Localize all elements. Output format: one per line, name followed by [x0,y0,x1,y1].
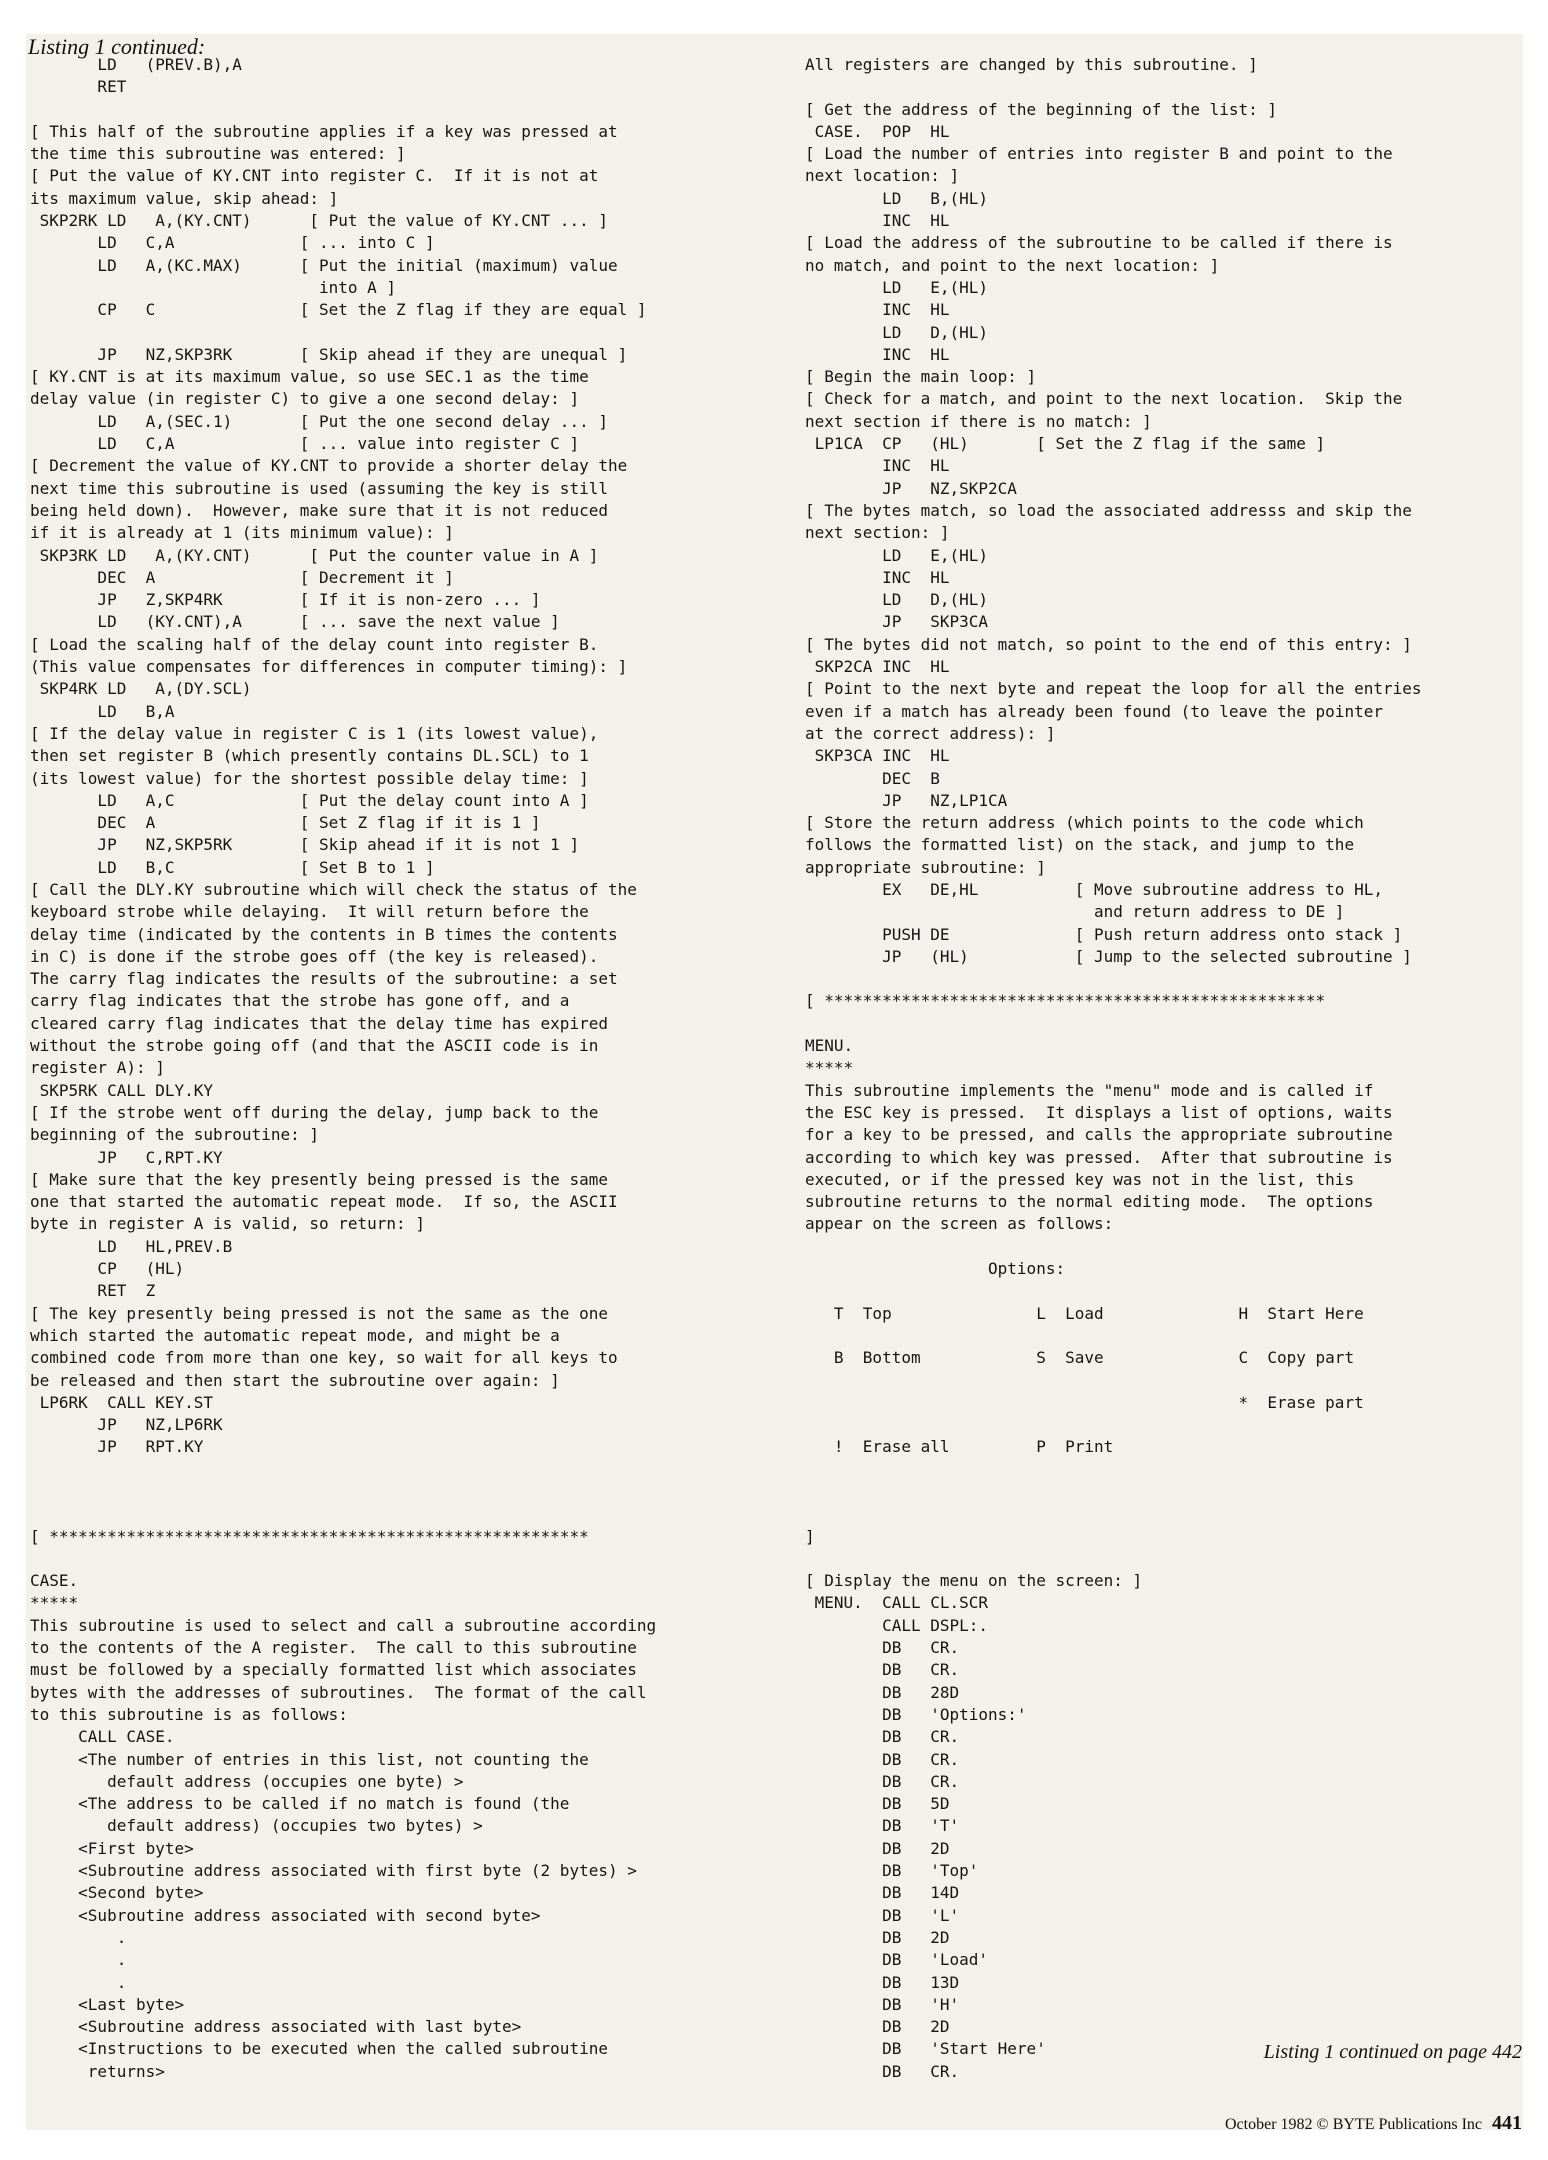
code-line: LP6RK CALL KEY.ST [30,1392,214,1412]
code-line: SKP3CA INC HL [805,746,950,766]
left-code-column [30,54,750,2083]
code-line: [ If the strobe went off during the delay, jump back to the [30,1102,599,1122]
code-line: next time this subroutine is used (assuming the key is still [30,478,608,498]
code-line: next section if there is no match: ] [805,411,1152,431]
code-line: DB 'Options:' [805,1704,1027,1724]
code-line [30,322,750,344]
code-line: CALL DSPL:. [805,1615,989,1635]
code-line: [ Make sure that the key presently being pressed is the same [30,1169,608,1189]
code-line: CASE. [30,1571,79,1591]
code-line [805,1503,1505,1525]
code-line: if it is already at 1 (its minimum value): ] [30,523,454,543]
code-line: RET [30,77,127,97]
code-line: be released and then start the subroutine over again: ] [30,1370,560,1390]
code-line: one that started the automatic repeat mode. If so, the ASCII [30,1192,618,1212]
code-line: at the correct address): ] [805,723,1056,743]
code-line: next location: ] [805,166,960,186]
code-line: <Subroutine address associated with first byte (2 bytes) > [30,1861,637,1881]
code-line [805,1414,1505,1436]
code-line: [ Load the number of entries into register B and point to the [805,144,1393,164]
code-line: <The address to be called if no match is found (the [30,1794,570,1814]
code-line: LD B,C [ Set B to 1 ] [30,857,435,877]
page-number: 441 [1492,2112,1522,2134]
code-line: [ If the delay value in register C is 1 (its lowest value), [30,723,599,743]
code-line: keyboard strobe while delaying. It will return before the [30,902,589,922]
code-line: DB 'Top' [805,1861,979,1881]
code-line: MENU. [805,1036,854,1056]
code-line: [ KY.CNT is at its maximum value, so use SEC.1 as the time [30,367,589,387]
code-line: [ Load the scaling half of the delay count into register B. [30,634,599,654]
code-line: DEC A [ Decrement it ] [30,567,454,587]
code-line: T Top L Load H Start Here [805,1303,1364,1323]
code-line [805,76,1505,98]
code-line: [ Put the value of KY.CNT into register C. If it is not at [30,166,599,186]
code-line: [ Point to the next byte and repeat the loop for all the entries [805,679,1422,699]
code-line: [ Display the menu on the screen: ] [805,1571,1143,1591]
code-line: INC HL [805,300,950,320]
code-line: . [30,1972,127,1992]
code-line: for a key to be pressed, and calls the appropriate subroutine [805,1125,1393,1145]
code-line: then set register B (which presently contains DL.SCL) to 1 [30,746,589,766]
code-line: appear on the screen as follows: [805,1214,1114,1234]
code-line: LD D,(HL) [805,590,989,610]
continued-note: Listing 1 continued on page 442 [1263,2041,1522,2063]
code-line: default address) (occupies two bytes) > [30,1816,483,1836]
code-line: DEC B [805,768,940,788]
code-line: executed, or if the pressed key was not in the list, this [805,1169,1355,1189]
code-line: LD A,(SEC.1) [ Put the one second delay ... ] [30,411,608,431]
code-line: * Erase part [805,1392,1364,1412]
code-line: LD E,(HL) [805,545,989,565]
code-line: into A ] [30,277,397,297]
code-line: Options: [805,1259,1066,1279]
code-line: subroutine returns to the normal editing mode. The options [805,1192,1374,1212]
listing-header: Listing 1 continued: [28,34,206,59]
code-line: JP SKP3CA [805,612,989,632]
code-line: INC HL [805,211,950,231]
code-line: The carry flag indicates the results of the subroutine: a set [30,969,618,989]
code-line: LD (KY.CNT),A [ ... save the next value ] [30,612,560,632]
code-line [805,1459,1505,1481]
code-line: to this subroutine is as follows: [30,1704,348,1724]
code-line: JP Z,SKP4RK [ If it is non-zero ... ] [30,590,541,610]
code-line: This subroutine implements the "menu" mode and is called if [805,1080,1374,1100]
code-line: ] [805,1526,815,1546]
code-line: must be followed by a specially formatted list which associates [30,1660,637,1680]
code-line: according to which key was pressed. After that subroutine is [805,1147,1393,1167]
code-line: DB 13D [805,1972,960,1992]
code-line: INC HL [805,567,950,587]
code-line: LD C,A [ ... value into register C ] [30,434,580,454]
code-line [30,1481,750,1503]
code-line [805,1481,1505,1503]
code-line: CP (HL) [30,1259,185,1279]
code-line: JP RPT.KY [30,1437,204,1457]
code-line: <First byte> [30,1838,194,1858]
code-line: [ This half of the subroutine applies if a key was pressed at [30,121,618,141]
code-line: [ Load the address of the subroutine to be called if there is [805,233,1393,253]
code-line: MENU. CALL CL.SCR [805,1593,989,1613]
code-line: SKP4RK LD A,(DY.SCL) [30,679,252,699]
code-line: ***** [805,1058,854,1078]
code-line: which started the automatic repeat mode, and might be a [30,1325,560,1345]
code-line: INC HL [805,344,950,364]
code-line: <Last byte> [30,1994,185,2014]
code-line: . [30,1927,127,1947]
code-line: the ESC key is pressed. It displays a list of options, waits [805,1102,1393,1122]
code-line: JP C,RPT.KY [30,1147,223,1167]
code-line: being held down). However, make sure that it is not reduced [30,500,608,520]
code-line: CP C [ Set the Z flag if they are equal ] [30,300,647,320]
code-line: even if a match has already been found (to leave the pointer [805,701,1383,721]
code-line: carry flag indicates that the strobe has gone off, and a [30,991,570,1011]
code-line: LD (PREV.B),A [30,55,242,74]
code-line: LD D,(HL) [805,322,989,342]
code-line: [ The bytes match, so load the associated addresss and skip the [805,500,1412,520]
code-line: DB 'Load' [805,1950,989,1970]
code-line: in C) is done if the strobe goes off (the key is released). [30,946,599,966]
code-line: default address (occupies one byte) > [30,1771,464,1791]
code-line: LD C,A [ ... into C ] [30,233,435,253]
code-line: beginning of the subroutine: ] [30,1125,319,1145]
code-line: DB 2D [805,1927,950,1947]
code-line: [ ******************************************************** [30,1526,589,1546]
code-line [805,1370,1505,1392]
code-line: [ Begin the main loop: ] [805,367,1037,387]
code-line: DB 'T' [805,1816,960,1836]
code-line: [ The key presently being pressed is not the same as the one [30,1303,608,1323]
code-line: PUSH DE [ Push return address onto stack ] [805,924,1403,944]
publication-credit: October 1982 © BYTE Publications Inc [1225,2116,1482,2133]
code-line: <Second byte> [30,1883,204,1903]
code-line: LD A,C [ Put the delay count into A ] [30,790,589,810]
code-line: no match, and point to the next location: ] [805,255,1220,275]
code-line: byte in register A is valid, so return: ] [30,1214,425,1234]
code-line: JP NZ,SKP5RK [ Skip ahead if it is not 1 ] [30,835,580,855]
code-line [30,1459,750,1481]
code-line: appropriate subroutine: ] [805,857,1046,877]
code-line: DB 2D [805,1838,950,1858]
code-line: DB 'H' [805,1994,960,2014]
code-line: DB 14D [805,1883,960,1903]
code-line: RET Z [30,1281,156,1301]
code-line: delay time (indicated by the contents in B times the contents [30,924,618,944]
code-line: [ Get the address of the beginning of the list: ] [805,99,1278,119]
code-line [805,1325,1505,1347]
code-line: LD A,(KC.MAX) [ Put the initial (maximum) value [30,255,618,275]
code-line: ! Erase all P Print [805,1437,1114,1457]
code-line: register A): ] [30,1058,165,1078]
code-line: (its lowest value) for the shortest possible delay time: ] [30,768,589,788]
code-line: LP1CA CP (HL) [ Set the Z flag if the same ] [805,434,1326,454]
code-line: INC HL [805,456,950,476]
code-line: DB 'Start Here' [805,2039,1046,2059]
code-line: JP (HL) [ Jump to the selected subroutine ] [805,946,1412,966]
code-line: cleared carry flag indicates that the delay time has expired [30,1013,608,1033]
code-line: the time this subroutine was entered: ] [30,144,406,164]
code-line: DB CR. [805,1727,960,1747]
code-line: JP NZ,LP6RK [30,1415,223,1435]
code-line: [ Store the return address (which points to the code which [805,813,1364,833]
code-line: without the strobe going off (and that the ASCII code is in [30,1036,599,1056]
code-line: JP NZ,SKP2CA [805,478,1017,498]
page-footer [1225,2112,1522,2135]
code-line: DB CR. [805,1771,960,1791]
code-line: [ **************************************************** [805,991,1326,1011]
code-line: SKP2RK LD A,(KY.CNT) [ Put the value of KY.CNT ... ] [30,211,608,231]
code-line: next section: ] [805,523,950,543]
code-line: (This value compensates for differences in computer timing): ] [30,657,628,677]
code-line: DEC A [ Set Z flag if it is 1 ] [30,813,541,833]
code-line: LD HL,PREV.B [30,1236,233,1256]
code-line: DB CR. [805,2061,960,2081]
code-line [805,1236,1505,1258]
right-code-column [805,54,1505,2083]
code-line: B Bottom S Save C Copy part [805,1348,1355,1368]
code-line: SKP5RK CALL DLY.KY [30,1080,214,1100]
code-line: LD B,(HL) [805,188,989,208]
code-line: ***** [30,1593,79,1613]
code-line [805,968,1505,990]
code-line [30,1548,750,1570]
code-line: DB 'L' [805,1905,960,1925]
code-line: . [30,1950,127,1970]
code-line: DB CR. [805,1749,960,1769]
code-line: bytes with the addresses of subroutines. The format of the call [30,1682,647,1702]
code-line: DB CR. [805,1660,960,1680]
code-line: CALL CASE. [30,1727,175,1747]
code-line: [ Call the DLY.KY subroutine which will check the status of the [30,879,637,899]
code-line: LD B,A [30,701,175,721]
code-line: SKP2CA INC HL [805,657,950,677]
code-line: LD E,(HL) [805,277,989,297]
code-line: <Subroutine address associated with second byte> [30,1905,541,1925]
code-line: DB 28D [805,1682,960,1702]
code-line: to the contents of the A register. The call to this subroutine [30,1638,637,1658]
code-line: <Instructions to be executed when the called subroutine [30,2039,608,2059]
code-line: <The number of entries in this list, not counting the [30,1749,589,1769]
code-line [805,1280,1505,1302]
code-line [30,1503,750,1525]
code-line: All registers are changed by this subroutine. ] [805,55,1258,74]
code-line: combined code from more than one key, so wait for all keys to [30,1348,618,1368]
code-line: its maximum value, skip ahead: ] [30,188,339,208]
code-line: follows the formatted list) on the stack, and jump to the [805,835,1355,855]
code-line: and return address to DE ] [805,902,1345,922]
code-line: DB 2D [805,2017,950,2037]
code-line: EX DE,HL [ Move subroutine address to HL, [805,879,1383,899]
code-line [30,99,750,121]
code-line: [ The bytes did not match, so point to the end of this entry: ] [805,634,1412,654]
code-line: SKP3RK LD A,(KY.CNT) [ Put the counter value in A ] [30,545,599,565]
code-line: CASE. POP HL [805,121,950,141]
code-line: DB 5D [805,1794,950,1814]
code-line: returns> [30,2061,165,2081]
code-line [805,1548,1505,1570]
code-line: <Subroutine address associated with last byte> [30,2017,522,2037]
code-line: delay value (in register C) to give a one second delay: ] [30,389,580,409]
code-line: [ Check for a match, and point to the next location. Skip the [805,389,1403,409]
code-line: JP NZ,SKP3RK [ Skip ahead if they are unequal ] [30,344,628,364]
code-line: JP NZ,LP1CA [805,790,1008,810]
code-line: This subroutine is used to select and call a subroutine according [30,1615,657,1635]
code-line: [ Decrement the value of KY.CNT to provide a shorter delay the [30,456,628,476]
code-line: DB CR. [805,1638,960,1658]
code-line [805,1013,1505,1035]
